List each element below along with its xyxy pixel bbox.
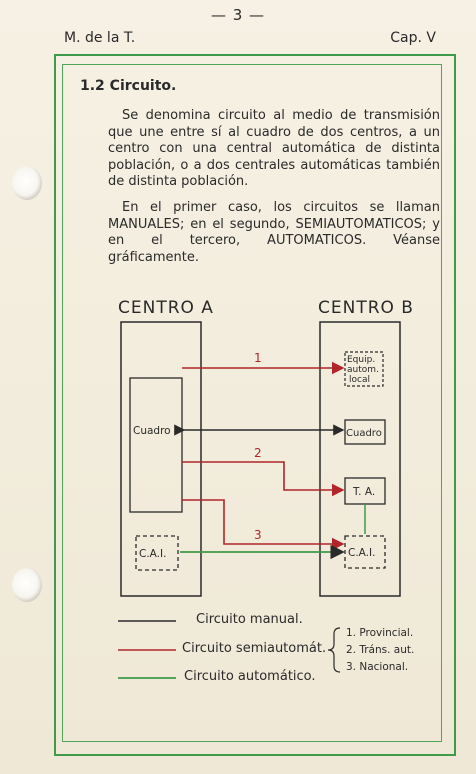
cuadro-b-text: Cuadro — [346, 428, 382, 439]
running-header-right: Cap. V — [390, 30, 436, 46]
cuadro-a-box — [130, 378, 182, 512]
paragraph-definition: Se denomina circuito al medio de transmisión que une entre sí al cuadro de dos centros, a un centro con una central automática de distinta población, o a dos centrales automáticas también de distinta población. — [108, 108, 440, 189]
legend-manual-label: Circuito manual. — [196, 612, 303, 627]
legend-sub-2: 2. Tráns. aut. — [346, 644, 415, 656]
equip-text-2: autom. — [347, 365, 379, 375]
equip-text-3: local — [349, 375, 370, 385]
ta-text: T. A. — [353, 486, 376, 498]
legend-sub-3: 3. Nacional. — [346, 661, 409, 673]
legend-sub-1: 1. Provincial. — [346, 627, 414, 639]
legend-semiauto-label: Circuito semiautomát. — [182, 641, 327, 656]
circuit-2-line — [182, 462, 343, 490]
cai-a-text: C.A.I. — [139, 548, 167, 560]
circuit-3-line — [182, 500, 343, 544]
cai-b-text: C.A.I. — [348, 547, 376, 559]
legend-brace — [328, 628, 340, 672]
arrow-label-2: 2 — [254, 446, 262, 460]
arrow-label-1: 1 — [254, 351, 262, 365]
paragraph-types: En el primer caso, los circuitos se llaman MANUALES; en el segundo, SEMIAUTOMATICOS; y en el tercero, AUTOMATICOS. Véanse gráficamente. — [108, 200, 440, 265]
page-number: — 3 — — [210, 6, 266, 24]
centro-b-label: CENTRO B — [318, 298, 414, 318]
arrow-label-3: 3 — [254, 528, 262, 542]
legend-auto-label: Circuito automático. — [184, 669, 316, 684]
running-header-left: M. de la T. — [64, 30, 136, 46]
cuadro-a-text: Cuadro — [133, 425, 171, 437]
section-title: 1.2 Circuito. — [80, 78, 177, 94]
equip-text-1: Equip. — [347, 355, 376, 365]
centro-a-label: CENTRO A — [118, 298, 214, 318]
